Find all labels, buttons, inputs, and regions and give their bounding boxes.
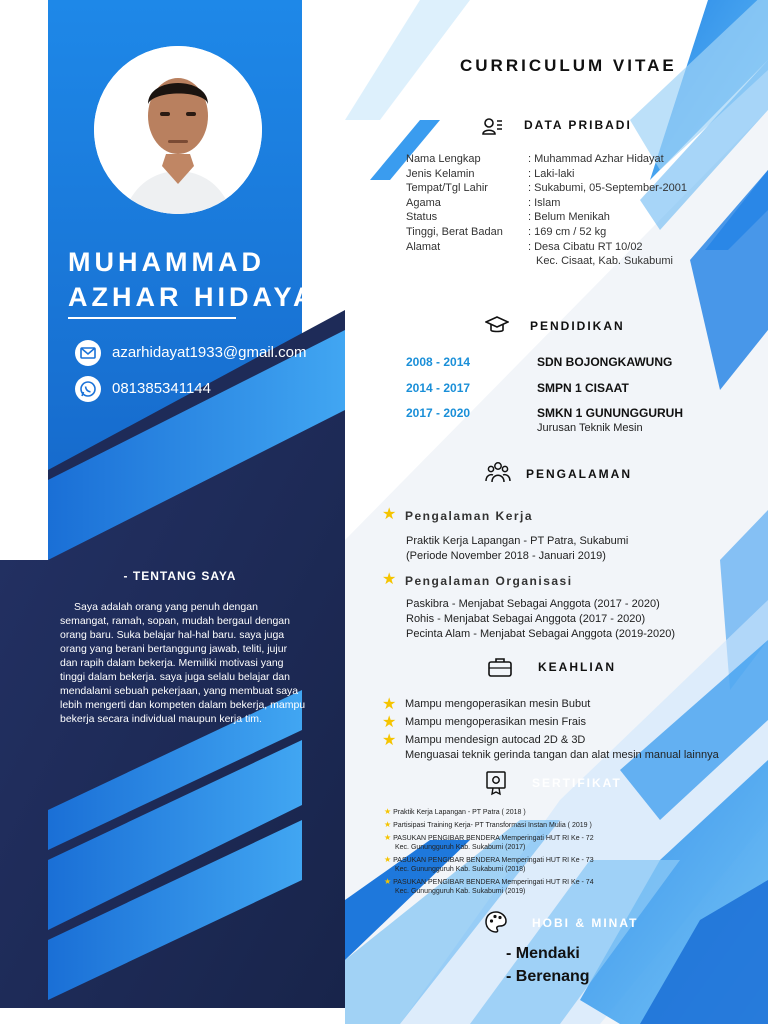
- star-icon: ★: [382, 571, 397, 588]
- palette-icon: [484, 910, 508, 934]
- profile-photo: [94, 46, 262, 214]
- skill-2: Mampu mengoperasikan mesin Frais: [405, 716, 586, 728]
- envelope-icon: [75, 340, 101, 366]
- education-major: Jurusan Teknik Mesin: [537, 422, 643, 434]
- graduation-cap-icon: [485, 313, 509, 337]
- value-address: : Desa Cibatu RT 10/02: [528, 240, 643, 253]
- certificates-section-title: SERTIFIKAT: [532, 776, 622, 790]
- name-divider: [68, 317, 236, 319]
- label-birth: Tempat/Tgl Lahir: [406, 182, 488, 195]
- briefcase-icon: [487, 655, 511, 679]
- label-status: Status: [406, 211, 438, 224]
- work-experience-title: Pengalaman Kerja: [405, 509, 534, 523]
- org-line-2: Rohis - Menjabat Sebagai Anggota (2017 - 2020): [406, 613, 646, 625]
- value-full-name: : Muhammad Azhar Hidayat: [528, 153, 664, 165]
- label-full-name: Nama Lengkap: [406, 153, 481, 165]
- hobbies-section-title: HOBI & MINAT: [532, 916, 639, 930]
- id-card-icon: [480, 114, 504, 138]
- page-title: CURRICULUM VITAE: [460, 56, 677, 75]
- personal-section-title: DATA PRIBADI: [524, 118, 632, 132]
- star-icon: ★: [384, 877, 392, 886]
- work-line-2: (Periode November 2018 - Januari 2019): [406, 550, 606, 562]
- star-icon: ★: [384, 807, 392, 816]
- skills-section-title: KEAHLIAN: [538, 660, 616, 674]
- value-height-weight: : 169 cm / 52 kg: [528, 225, 607, 238]
- value-birth: : Sukabumi, 05-September-2001: [528, 182, 687, 195]
- star-icon: ★: [382, 714, 397, 731]
- education-school-2: SMPN 1 CISAAT: [537, 381, 629, 395]
- certificate-item: ★ PASUKAN PENGIBAR BENDERA Memperingati HUT RI Ke - 73 Kec. Gunungguruh Kab. Sukabumi (2018): [384, 855, 594, 873]
- star-icon: ★: [382, 506, 397, 523]
- about-title: - TENTANG SAYA: [123, 569, 237, 583]
- org-line-1: Paskibra - Menjabat Sebagai Anggota (2017 - 2020): [406, 598, 660, 610]
- education-years-2: 2014 - 2017: [406, 381, 471, 395]
- skill-3: Mampu mendesign autocad 2D & 3D: [405, 734, 586, 746]
- org-experience-title: Pengalaman Organisasi: [405, 574, 573, 588]
- whatsapp-icon: [75, 376, 101, 402]
- label-religion: Agama: [406, 196, 441, 209]
- label-height-weight: Tinggi, Berat Badan: [406, 225, 503, 238]
- name-second-line: AZHAR HIDAYAT: [68, 282, 336, 312]
- value-status: : Belum Menikah: [528, 211, 610, 224]
- skill-1: Mampu mengoperasikan mesin Bubut: [405, 698, 591, 710]
- star-icon: ★: [384, 833, 392, 842]
- label-gender: Jenis Kelamin: [406, 167, 475, 180]
- value-religion: : Islam: [528, 196, 561, 209]
- certificate-item: ★ PASUKAN PENGIBAR BENDERA Memperingati HUT RI Ke - 72 Kec. Gunungguruh Kab. Sukabumi (2017): [384, 833, 594, 851]
- star-icon: ★: [384, 820, 392, 829]
- certificate-item: ★ PASUKAN PENGIBAR BENDERA Memperingati HUT RI Ke - 74 Kec. Gunungguruh Kab. Sukabumi (2019): [384, 877, 594, 895]
- certificate-list: [384, 807, 594, 896]
- name-first-line: MUHAMMAD: [68, 247, 265, 277]
- certificate-icon: [484, 770, 508, 794]
- label-address: Alamat: [406, 240, 441, 253]
- hobby-1: - Mendaki: [506, 945, 580, 962]
- certificate-item: ★ Partisipasi Training Kerja- PT Transformasi Instan Mulia ( 2019 ): [384, 820, 592, 829]
- education-school-3: SMKN 1 GUNUNGGURUH: [537, 406, 684, 420]
- star-icon: ★: [382, 732, 397, 749]
- org-line-3: Pecinta Alam - Menjabat Sebagai Anggota (2019-2020): [406, 628, 676, 640]
- experience-section-title: PENGALAMAN: [526, 467, 632, 481]
- about-text: Saya adalah orang yang penuh dengan semangat, ramah, sopan, mudah bergaul dengan orang baru. Suka belajar hal-hal baru. saya juga orang yang berani bertanggung jawab, teliti, jujur dan rapih dalam bekerja. Memiliki motivasi yang tinggi dalam bekerja. saya juga selalu belajar dan mendalami sebuah pekerjaan, yang membuat saya lebih mengerti dan kompeten dalam bekerja, mampu bekerja secara individual maupun kerja tim.: [60, 601, 306, 725]
- hobby-2: - Berenang: [506, 968, 590, 985]
- personal-values: [528, 152, 687, 269]
- personal-labels: [406, 152, 503, 254]
- education-years-1: 2008 - 2014: [406, 355, 471, 369]
- value-address-line2: Kec. Cisaat, Kab. Sukabumi: [536, 255, 673, 268]
- education-years-3: 2017 - 2020: [406, 406, 471, 420]
- people-icon: [485, 460, 509, 484]
- work-line-1: Praktik Kerja Lapangan - PT Patra, Sukabumi: [406, 535, 629, 547]
- star-icon: ★: [382, 696, 397, 713]
- phone-number[interactable]: 081385341144: [112, 380, 211, 397]
- education-school-1: SDN BOJONGKAWUNG: [537, 355, 673, 369]
- email-link[interactable]: azarhidayat1933@gmail.com: [112, 344, 307, 361]
- certificate-item: ★ Praktik Kerja Lapangan - PT Patra ( 2018 ): [384, 807, 526, 816]
- value-gender: : Laki-laki: [528, 167, 575, 180]
- education-section-title: PENDIDIKAN: [530, 319, 625, 333]
- skill-extra: Menguasai teknik gerinda tangan dan alat mesin manual lainnya: [405, 749, 719, 761]
- star-icon: ★: [384, 855, 392, 864]
